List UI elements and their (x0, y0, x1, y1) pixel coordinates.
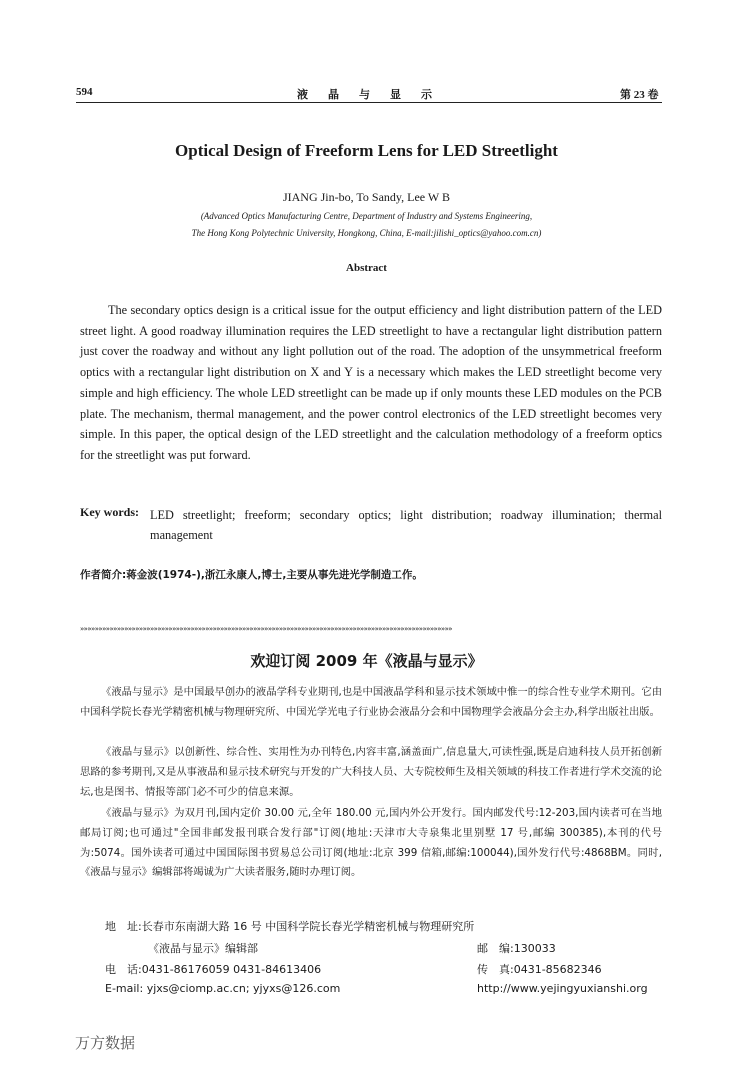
subscription-title: 欢迎订阅 2009 年《液晶与显示》 (250, 652, 483, 670)
journal-name: 液晶与显示 (297, 89, 452, 101)
wanfang-watermark: 万方数据 (75, 1034, 136, 1052)
contact-fax: 传 真:0431-85682346 (477, 963, 602, 976)
article-title: Optical Design of Freeform Lens for LED Streetlight (175, 141, 558, 160)
abstract-heading: Abstract (346, 262, 387, 274)
author-bio: 作者简介:蒋金波(1974-),浙江永康人,博士,主要从事先进光学制造工作。 (80, 569, 423, 581)
divider-arrows: »»»»»»»»»»»»»»»»»»»»»»»»»»»»»»»»»»»»»»»»»»»»»»»»»»»»»»»»»»»»»»»»»»»»»»»»»»»»»»»»»»»»»»»»»»»»»»»»»»»»» (80, 626, 452, 632)
header-rule (76, 102, 662, 103)
section-divider (80, 626, 662, 632)
contact-phone: 电 话:0431-86176059 0431-84613406 (105, 963, 322, 976)
subscription-paragraph-3: 《液晶与显示》为双月刊,国内定价 30.00 元,全年 180.00 元,国内外公开发行。国内邮发代号:12-203,国内读者可在当地邮局订阅;也可通过"全国非邮发报刊联合发行部"订阅(地址:天津市大寺泉集北里别墅 17 号,邮编 300385),本刊的代号为:5074。国外读者可通过中国国际图书贸易总公司订阅(地址:北京 399 信箱,邮编:100044),国外发行代号:4868BM。同时,《液晶与显示》编辑部将竭诚为广大读者服务,随时办理订阅。 (80, 807, 662, 879)
affiliation-line-2: The Hong Kong Polytechnic University, Hongkong, China, E-mail:jilishi_optics@yahoo.com.cn) (191, 228, 542, 238)
page-number: 594 (76, 86, 93, 98)
contact-office: 《液晶与显示》编辑部 (148, 942, 258, 955)
volume-label: 第 23 卷 (620, 89, 659, 101)
abstract-body: The secondary optics design is a critical issue for the output efficiency and light distribution pattern of the LED street light. A good roadway illumination requires the LED streetlight to have a rectangular light distribution pattern just cover the roadway and without any light pollution out of the road. The adoption of the unsymmetrical freeform optics with a rectangular light distribution on X and Y is a necessary which makes the LED streetlight become very simple and high efficiency. The whole LED streetlight can be made up if only mounts these LED modules on the PCB plate. The mechanism, thermal management, and the power control electronics of the LED streetlight becomes very simple. In this paper, the optical design of the LED streetlight and the calculation methodology of a freeform optics for the streetlight was put forward. (80, 303, 662, 462)
contact-website: http://www.yejingyuxianshi.org (477, 982, 648, 995)
contact-postcode: 邮 编:130033 (477, 942, 556, 955)
keywords-label: Key words: (80, 505, 139, 519)
contact-email: E-mail: yjxs@ciomp.ac.cn; yjyxs@126.com (105, 982, 341, 995)
subscription-paragraph-2: 《液晶与显示》以创新性、综合性、实用性为办刊特色,内容丰富,涵盖面广,信息量大,可读性强,既是启迪科技人员开拓创新思路的参考期刊,又是从事液晶和显示技术研究与开发的广大科技人员、大专院校师生及相关领域的科技工作者进行学术交流的论坛,也是图书、情报等部门必不可少的信息来源。 (80, 746, 662, 798)
subscription-paragraph-1: 《液晶与显示》是中国最早创办的液晶学科专业期刊,也是中国液晶学科和显示技术领域中惟一的综合性专业学术期刊。它由中国科学院长春光学精密机械与物理研究所、中国光学光电子行业协会液晶分会和中国物理学会液晶分会主办,科学出版社出版。 (80, 686, 662, 718)
affiliation-line-1: (Advanced Optics Manufacturing Centre, Department of Industry and Systems Engineering, (200, 211, 533, 221)
contact-address: 地 址:长春市东南湖大路 16 号 中国科学院长春光学精密机械与物理研究所 (105, 920, 475, 933)
keywords-text: LED streetlight; freeform; secondary optics; light distribution; roadway illumination; thermal management (150, 508, 662, 542)
article-authors: JIANG Jin-bo, To Sandy, Lee W B (282, 190, 451, 204)
